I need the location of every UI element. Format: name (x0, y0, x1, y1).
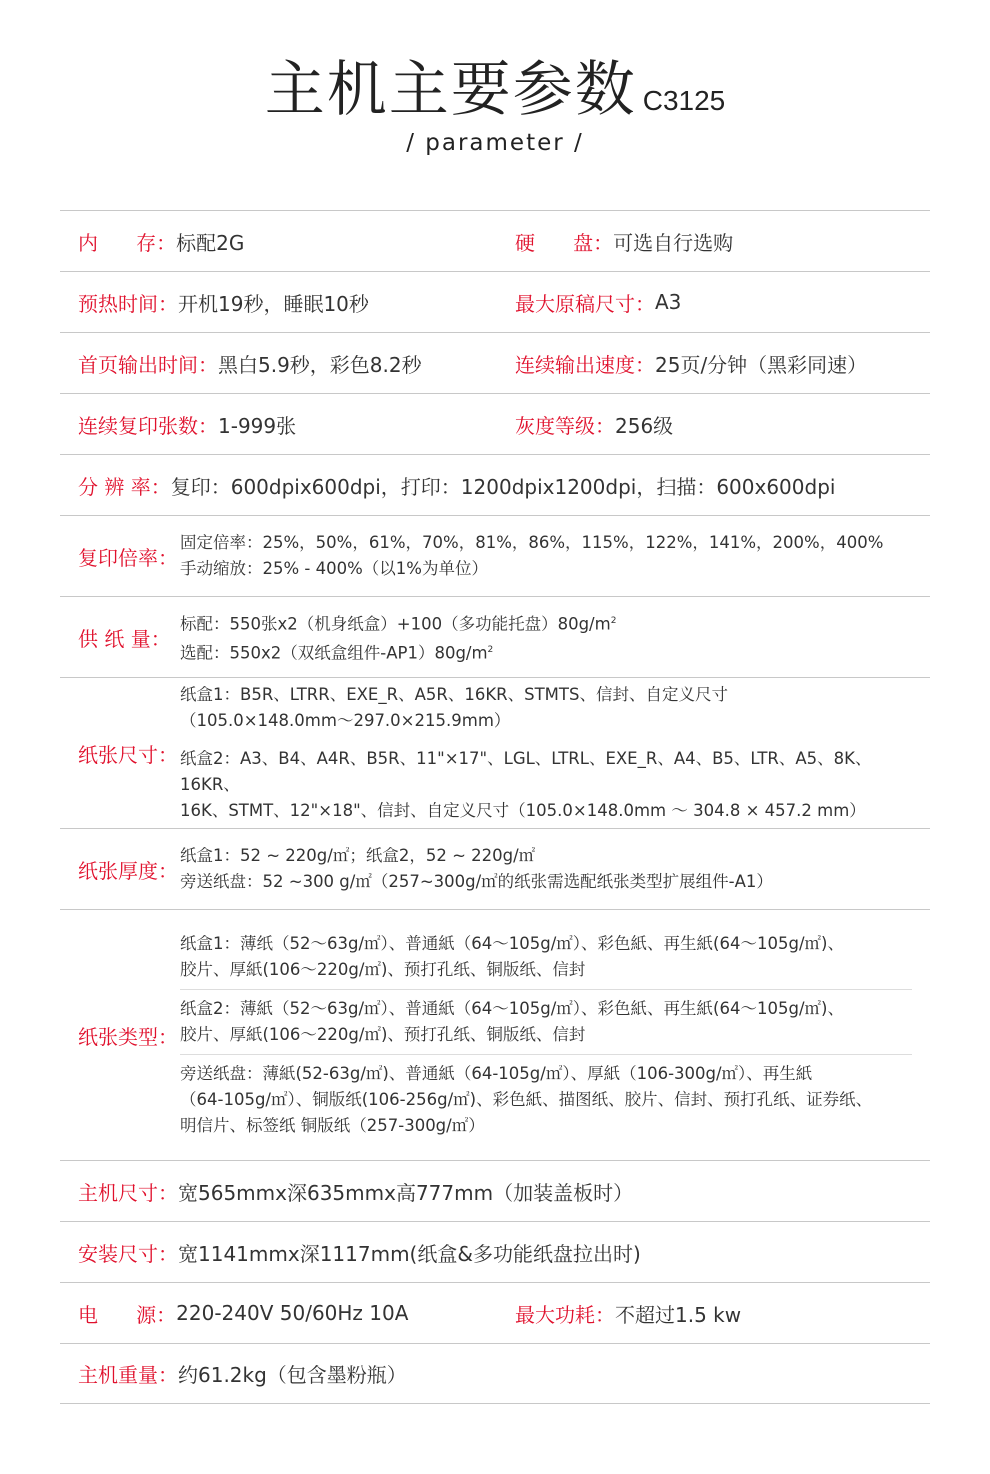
spec-label: 最大原稿尺寸： (515, 291, 655, 316)
spec-row-continuous-copy (60, 393, 930, 454)
spec-label: 连续复印张数： (78, 413, 218, 438)
spec-label: 主机尺寸： (78, 1180, 178, 1205)
spec-value-line: 旁送纸盘：52 ~300 g/㎡（257~300g/㎡的纸张需选配纸张类型扩展组件-A1） (180, 872, 773, 891)
spec-value: A3 (655, 290, 682, 314)
spec-value: 黑白5.9秒，彩色8.2秒 (218, 352, 422, 377)
spec-value-line: 纸盒2：A3、B4、A4R、B5R、11"×17"、LGL、LTRL、EXE_R、A4、B5、LTR、A5、8K、16KR、 (180, 749, 872, 794)
spec-value-line: 手动缩放：25% - 400%（以1%为单位） (180, 559, 488, 578)
spec-row-install-size (60, 1221, 930, 1282)
spec-value-line: 旁送纸盘：薄紙(52-63g/㎡)、普通紙（64-105g/㎡）、厚紙（106-300g/㎡）、再生紙 (180, 1064, 813, 1083)
spec-label: 安装尺寸： (78, 1241, 178, 1266)
spec-label: 灰度等级： (515, 413, 615, 438)
spec-row-warmup (60, 271, 930, 332)
spec-row-first-output (60, 332, 930, 393)
spec-value-line: 胶片、厚紙(106～220g/㎡)、预打孔纸、铜版纸、信封 (180, 960, 586, 979)
model-number: C3125 (642, 85, 726, 116)
spec-value: 1-999张 (218, 413, 297, 438)
spec-row-zoom (60, 515, 930, 596)
spec-label: 纸张厚度： (78, 858, 178, 883)
paper-type-bypass (180, 1054, 912, 1145)
spec-value: 220-240V 50/60Hz 10A (176, 1301, 409, 1325)
spec-value-line: 胶片、厚紙(106～220g/㎡)、预打孔纸、铜版纸、信封 (180, 1025, 586, 1044)
spec-value-line: 标配：550张x2（机身纸盒）+100（多功能托盘）$80g/m^2$ (180, 614, 617, 633)
paper-type-tray2 (180, 989, 912, 1054)
spec-row-dimensions (60, 1160, 930, 1221)
spec-value-line: 固定倍率：25%，50%，61%，70%，81%，86%，115%，122%，141%，200%，400% (180, 533, 884, 552)
page-title: 主机主要参数 (264, 55, 637, 125)
spec-row-resolution (60, 454, 930, 515)
spec-label: 首页输出时间： (78, 352, 218, 377)
spec-label: 硬 盘： (515, 230, 614, 255)
spec-value-line: 纸盒1：薄纸（52～63g/㎡）、普通紙（64～105g/㎡）、彩色紙、再生紙(64～105g/㎡)、 (180, 934, 844, 953)
spec-value: 标配2G (176, 230, 245, 255)
spec-table (60, 210, 930, 1404)
spec-value-line: 选配：550x2（双纸盒组件$-AP1)80g/m^2$ (180, 643, 494, 663)
spec-value: 256级 (615, 413, 674, 438)
spec-value-line: 明信片、标签纸 铜版纸（257-300g/㎡） (180, 1116, 485, 1135)
spec-label: 内 存： (78, 230, 177, 255)
spec-row-paper-size (60, 677, 930, 828)
spec-label: 电 源： (78, 1302, 177, 1327)
spec-value: 复印：600dpix600dpi，打印：1200dpix1200dpi，扫描：600x600dpi (170, 474, 836, 499)
spec-label: 最大功耗： (515, 1302, 615, 1327)
spec-value-line: 16K、STMT、12"×18"、信封、自定义尺寸（105.0×148.0mm ～ 304.8 × 457.2 mm） (180, 801, 866, 820)
spec-value: 宽1141mmx深1117mm(纸盒&多功能纸盘拉出时) (178, 1241, 641, 1266)
spec-label: 分 辨 率： (78, 474, 171, 499)
spec-value: 25页/分钟（黑彩同速） (655, 352, 868, 377)
spec-row-power (60, 1282, 930, 1343)
spec-row-weight (60, 1343, 930, 1404)
spec-row-paper-capacity (60, 596, 930, 677)
spec-label: 主机重量： (78, 1363, 178, 1387)
spec-label: 连续输出速度： (515, 352, 655, 377)
spec-label: 纸张尺寸： (78, 742, 178, 767)
spec-row-paper-type (60, 909, 930, 1160)
spec-value: 约61.2kg（包含墨粉瓶） (178, 1363, 407, 1387)
spec-value: 开机19秒，睡眠10秒 (178, 291, 369, 316)
spec-label: 纸张类型： (78, 1024, 178, 1049)
spec-label: 供 纸 量： (78, 626, 171, 651)
paper-type-tray1 (180, 925, 912, 989)
page-subtitle: / parameter / (406, 130, 584, 156)
spec-row-paper-weight (60, 828, 930, 909)
title-area (0, 50, 990, 130)
spec-value-line: 纸盒2：薄紙（52～63g/㎡）、普通紙（64～105g/㎡）、彩色紙、再生紙(64～105g/㎡)、 (180, 999, 844, 1018)
spec-value: 宽565mmx深635mmx高777mm（加装盖板时） (178, 1180, 634, 1205)
spec-value: 不超过1.5 kw (615, 1302, 742, 1327)
spec-value-line: （105.0×148.0mm～297.0×215.9mm） (180, 711, 511, 730)
spec-value: 可选自行选购 (613, 230, 734, 255)
spec-row-memory (60, 210, 930, 271)
spec-value-line: （64-105g/㎡）、铜版纸(106-256g/㎡)、彩色紙、描图纸、胶片、信封、预打孔纸、证券纸、 (180, 1090, 873, 1109)
spec-value-line: 纸盒1：52 ~ 220g/㎡；纸盒2，52 ~ 220g/㎡ (180, 846, 536, 865)
spec-label: 复印倍率： (78, 545, 178, 570)
spec-value-line: 纸盒1：B5R、LTRR、EXE_R、A5R、16KR、STMTS、信封、自定义尺寸 (180, 685, 728, 704)
spec-label: 预热时间： (78, 291, 178, 316)
